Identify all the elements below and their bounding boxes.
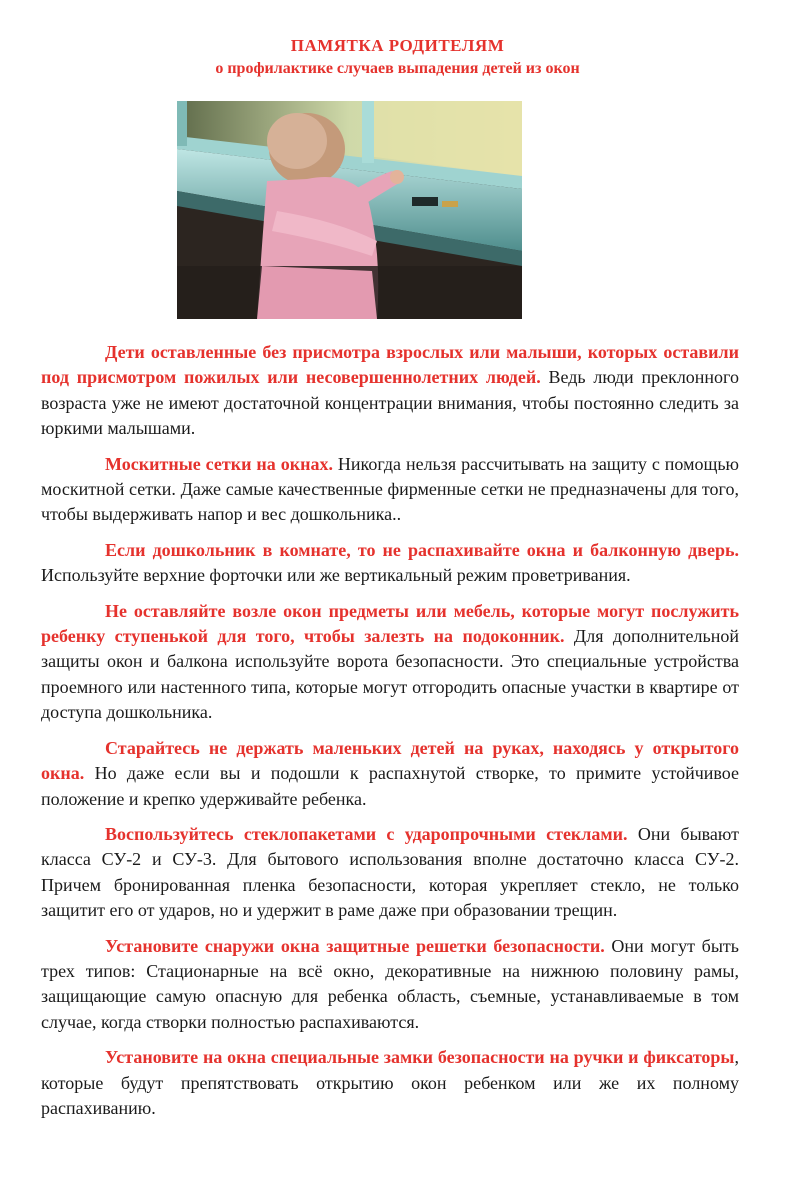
page-subtitle: о профилактике случаев выпадения детей из окон [215,60,580,77]
paragraph-highlight: Старайтесь не держать маленьких детей на руках, находясь у открытого окна. [41,737,739,784]
paragraph [41,1045,739,1121]
paragraph-highlight: Если дошкольник в комнате, то не распахивайте окна и балконную дверь. [105,539,739,560]
paragraph [41,538,739,589]
paragraph-highlight: Дети оставленные без присмотра взрослых или малыши, которых оставили под присмотром пожилых или несовершеннолетних людей. [41,342,739,388]
paragraph [41,822,739,924]
child-at-window-photo [177,101,522,319]
page-title: ПАМЯТКА РОДИТЕЛЯМ [290,36,505,55]
paragraph-text: Они бывают класса СУ-2 и СУ-3. Для бытового использования вполне достаточно класса СУ-2. Причем бронированная пленка безопасности, которая укрепляет стекло, не только защитит его от ударов, но и удержит в раме даже при образовании трещин. [41,823,739,921]
paragraph-text: Используйте верхние форточки или же вертикальный режим проветривания. [41,565,631,586]
paragraph-text: Они могут быть трех типов: Стационарные на всё окно, декоративные на нижнюю половину рамы, защищающие самую опасную для ребенка область, съемные, устанавливаемые в том случае, когда створки полностью распахиваются. [41,935,739,1032]
paragraph-highlight: Москитные сетки на окнах. [105,453,333,474]
paragraph [41,599,739,726]
paragraph [41,736,739,812]
paragraph [41,340,739,442]
paragraph-text: Ведь люди преклонного возраста уже не имеют достаточной концентрации внимания, чтобы постоянно следить за юркими малышами. [41,367,739,439]
paragraph-highlight: Установите снаружи окна защитные решетки безопасности. [105,935,605,956]
memo-body [41,340,739,1131]
paragraph-highlight: Воспользуйтесь стеклопакетами с ударопрочными стеклами. [105,823,628,844]
paragraph [41,452,739,528]
paragraph-text: Никогда нельзя рассчитывать на защиту с помощью москитной сетки. Даже самые качественные фирменные сетки не предназначены для того, чтобы выдерживать напор и вес дошкольника.. [41,453,739,525]
paragraph-text: Но даже если вы и подошли к распахнутой створке, то примите устойчивое положение и крепко удерживайте ребенка. [41,763,739,809]
paragraph [41,934,739,1036]
paragraph-text: , которые будут препятствовать открытию окон ребенком или же их полному распахиванию. [41,1047,739,1118]
paragraph-highlight: Не оставляйте возле окон предметы или мебель, которые могут послужить ребенку ступенькой для того, чтобы залезть на подоконник. [41,600,739,647]
paragraph-text: Для дополнительной защиты окон и балкона используйте ворота безопасности. Это специальные устройства проемного или настенного типа, которые могут отгородить опасные участки в квартире от доступа дошкольника. [41,626,739,723]
paragraph-highlight: Установите на окна специальные замки безопасности на ручки и фиксаторы [105,1047,735,1068]
